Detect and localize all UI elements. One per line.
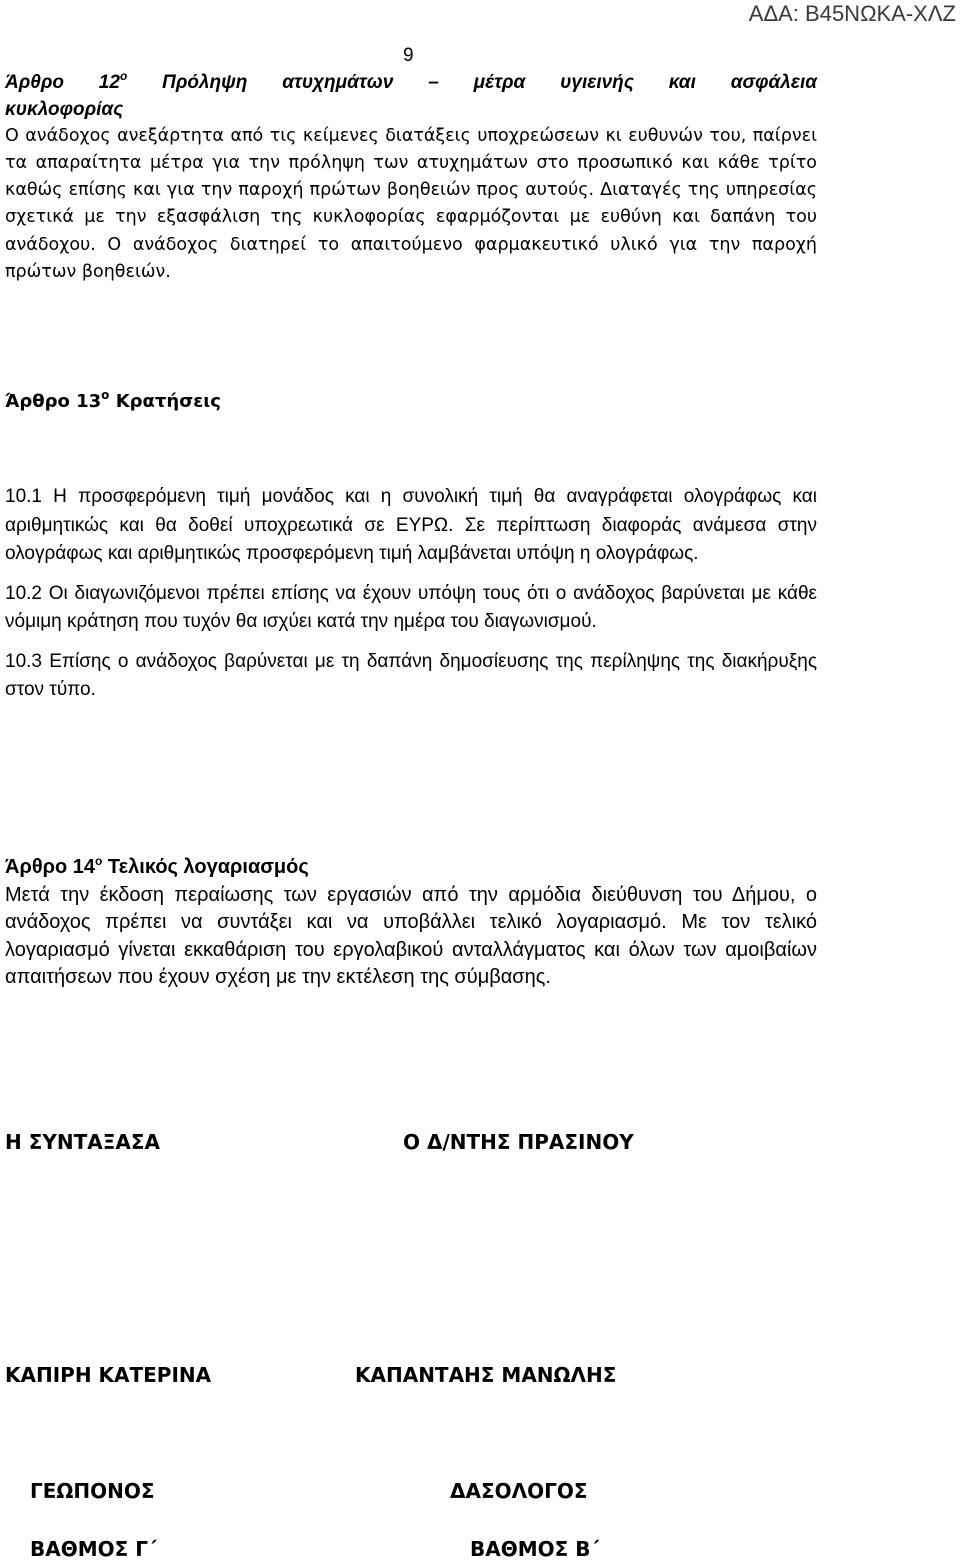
article-13-paragraph-1: 10.1 Η προσφερόμενη τιμή μονάδος και η συνολική τιμή θα αναγράφεται ολογράφως και αριθμητικώς και θα δοθεί υποχρεωτικά σε ΕΥΡΩ. Σε περίπτωση διαφοράς ανάμεσα στην ολογράφως και αριθμητικώς προσφερόμενη τιμή λαμβάνεται υπόψη η ολογράφως.	[5, 486, 817, 564]
article-12-title-rest: Πρόληψη ατυχημάτων – μέτρα υγιεινής και ασφάλεια	[127, 72, 817, 93]
article-13-body	[5, 483, 817, 716]
page-number: 9	[403, 45, 414, 66]
signature-right-role: Ο Δ/ΝΤΗΣ ΠΡΑΣΙΝΟΥ	[403, 1130, 634, 1154]
article-13-paragraph-3: 10.3 Επίσης ο ανάδοχος βαρύνεται με τη δαπάνη δημοσίευσης της περίληψης της διακήρυξης στον τύπο.	[5, 650, 817, 700]
article-14-title	[5, 854, 817, 882]
article-12-title	[5, 69, 817, 96]
article-13-title-sup: ο	[101, 388, 110, 402]
article-12-title-sup: ο	[119, 69, 128, 83]
signature-left-name: ΚΑΠΙΡΗ ΚΑΤΕΡΙΝΑ	[5, 1363, 212, 1387]
article-12-title-line2: κυκλοφορίας	[5, 99, 124, 121]
article-14	[5, 854, 817, 992]
article-13-title-main: Άρθρο 13	[5, 391, 102, 412]
signature-right-grade: ΒΑΘΜΟΣ Β΄	[470, 1537, 600, 1561]
signature-left-grade: ΒΑΘΜΟΣ Γ΄	[30, 1537, 157, 1561]
article-12-title-main: Άρθρο 12	[5, 72, 120, 93]
signature-left-role: Η ΣΥΝΤΑΞΑΣΑ	[5, 1130, 160, 1154]
article-14-title-rest: Τελικός λογαριασμός	[102, 856, 309, 878]
article-13-paragraph-2: 10.2 Οι διαγωνιζόμενοι πρέπει επίσης να έχουν υπόψη τους ότι ο ανάδοχος βαρύνεται με κάθε νόμιμη κράτηση που τυχόν θα ισχύει κατά την ημέρα του διαγωνισμού.	[5, 582, 817, 632]
article-12-body: Ο ανάδοχος ανεξάρτητα από τις κείμενες διατάξεις υποχρεώσεων κι ευθυνών του, παίρνει τα απαραίτητα μέτρα για την πρόληψη των ατυχημάτων στο προσωπικό και κάθε τρίτο καθώς επίσης και για την παροχή πρώτων βοηθειών προς αυτούς. Διαταγές της υπηρεσίας σχετικά με την εξασφάλιση της κυκλοφορίας εφαρμόζονται με ευθύνη και δαπάνη του ανάδοχου. Ο ανάδοχος διατηρεί το απαιτούμενο φαρμακευτικό υλικό για την παροχή πρώτων βοηθειών.	[5, 126, 817, 282]
article-13-title-rest: Κρατήσεις	[109, 391, 221, 412]
article-14-title-main: Άρθρο 14	[5, 856, 96, 878]
signature-left-specialty: ΓΕΩΠΟΝΟΣ	[30, 1479, 155, 1503]
ada-code: ΑΔΑ: Β45ΝΩΚΑ-ΧΛΖ	[748, 1, 956, 26]
signature-right-name: ΚΑΠΑΝΤΑΗΣ ΜΑΝΩΛΗΣ	[355, 1363, 617, 1387]
article-14-title-sup: ο	[95, 854, 103, 868]
article-13-title	[5, 388, 817, 416]
article-14-body: Μετά την έκδοση περαίωσης των εργασιών από την αρμόδια διεύθυνση του Δήμου, ο ανάδοχος πρέπει να συντάξει και να υποβάλλει τελικό λογαριασμό. Με τον τελικό λογαριασμό γίνεται εκκαθάριση του εργολαβικού ανταλλάγματος και όλων των αμοιβαίων απαιτήσεων που έχουν σχέση με την εκτέλεση της σύμβασης.	[5, 883, 817, 988]
signature-right-specialty: ΔΑΣΟΛΟΓΟΣ	[450, 1479, 588, 1503]
article-12	[5, 69, 817, 286]
